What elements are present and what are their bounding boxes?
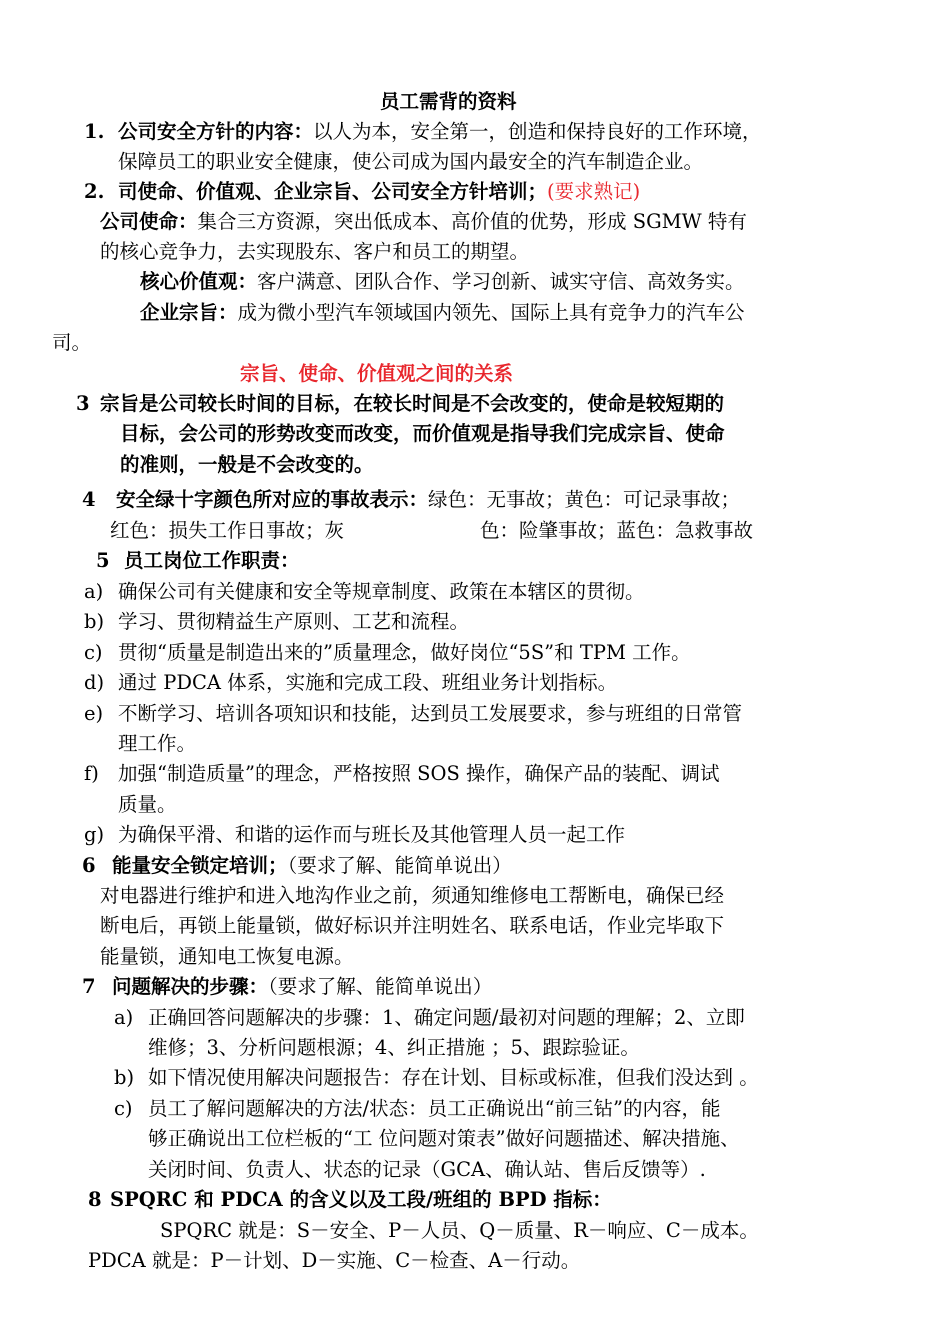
section-number: 6 [82, 854, 96, 877]
section-label: 问题解决的步骤： [112, 975, 269, 998]
purpose-label: 企业宗旨： [140, 301, 238, 324]
item-text-continued: 质量。 [118, 793, 177, 816]
item-text: 员工了解问题解决的方法/状态：员工正确说出“前三钻”的内容，能 [148, 1097, 721, 1120]
section-label: 司使命、价值观、企业宗旨、公司安全方针培训； [118, 180, 548, 203]
item-text: 为确保平滑、和谐的运作而与班长及其他管理人员一起工作 [118, 823, 626, 846]
section-6-line-2: 断电后，再锁上能量锁，做好标识并注明姓名、联系电话，作业完毕取下 [100, 914, 725, 937]
section-label: 能量安全锁定培训； [112, 854, 288, 877]
section-label: 安全绿十字颜色所对应的事故表示： [116, 488, 429, 511]
item-text-continued: 够正确说出工位栏板的“工 位问题对策表”做好问题描述、解决措施、 [148, 1127, 740, 1150]
requirement-note: （要求了解、能简单说出） [287, 854, 512, 877]
item-marker: a) [84, 580, 104, 603]
item-text-continued: 维修；3、分析问题根源；4、纠正措施 ；5、跟踪验证。 [148, 1036, 640, 1059]
item-text: 确保公司有关健康和安全等规章制度、政策在本辖区的贯彻。 [118, 580, 645, 603]
section-4-line-2a: 红色：损失工作日事故；灰 [110, 519, 345, 542]
purpose-line-1 [140, 303, 745, 323]
values-line [140, 272, 745, 292]
item-text-continued: 关闭时间、负责人、状态的记录（GCA、确认站、售后反馈等）. [148, 1158, 706, 1181]
purpose-text: 成为微小型汽车领域国内领先、国际上具有竞争力的汽车公 [237, 301, 745, 324]
requirement-note: (要求熟记) [547, 180, 641, 203]
mission-label: 公司使命： [100, 210, 198, 233]
section-2-heading [118, 182, 640, 202]
section-number: 1. [84, 120, 105, 143]
section-number: 8 [88, 1188, 102, 1211]
section-7-heading [112, 977, 492, 997]
section-label: SPQRC 和 PDCA 的含义以及工段/班组的 BPD 指标： [110, 1188, 612, 1211]
item-text: 加强“制造质量”的理念，严格按照 SOS 操作，确保产品的装配、调试 [118, 762, 720, 785]
section-3-line-1: 宗旨是公司较长时间的目标，在较长时间是不会改变的，使命是较短期的 [100, 392, 725, 415]
spqrc-definition: SPQRC 就是：S－安全、P－人员、Q－质量、R－响应、C－成本。 [160, 1219, 759, 1242]
item-text: 正确回答问题解决的步骤：1、确定问题/最初对问题的理解；2、立即 [148, 1006, 745, 1029]
relation-heading: 宗旨、使命、价值观之间的关系 [240, 362, 514, 385]
pdca-definition: PDCA 就是：P－计划、D－实施、C－检查、A－行动。 [88, 1249, 581, 1272]
section-number: 4 [82, 488, 96, 511]
section-number: 3 [76, 392, 90, 415]
mission-text: 集合三方资源，突出低成本、高价值的优势，形成 SGMW 特有 [197, 210, 747, 233]
section-number: 2. [84, 180, 105, 203]
section-number: 7 [82, 975, 96, 998]
mission-line-1 [100, 212, 747, 232]
item-marker: a) [114, 1006, 134, 1029]
section-6-heading [112, 856, 512, 876]
item-marker: c) [84, 641, 103, 664]
purpose-line-2: 司。 [52, 331, 92, 354]
values-text: 客户满意、团队合作、学习创新、诚实守信、高效务实。 [257, 270, 745, 293]
section-text: 绿色：无事故；黄色：可记录事故； [428, 488, 741, 511]
section-3-line-3: 的准则，一般是不会改变的。 [120, 453, 374, 476]
section-6-line-1: 对电器进行维护和进入地沟作业之前，须通知维修电工帮断电，确保已经 [100, 884, 725, 907]
item-marker: g) [84, 823, 105, 846]
section-4-line-1 [116, 490, 740, 510]
item-marker: c) [114, 1097, 133, 1120]
section-3-line-2: 目标，会公司的形势改变而改变，而价值观是指导我们完成宗旨、使命 [120, 422, 725, 445]
item-text: 贯彻“质量是制造出来的”质量理念，做好岗位“5S”和 TPM 工作。 [118, 641, 691, 664]
section-label: 员工岗位工作职责： [124, 549, 300, 572]
section-label: 公司安全方针的内容： [118, 120, 314, 143]
item-text: 如下情况使用解决问题报告：存在计划、目标或标准，但我们没达到 。 [148, 1066, 759, 1089]
item-marker: b) [114, 1066, 135, 1089]
requirement-note: （要求了解、能简单说出） [268, 975, 493, 998]
section-6-line-3: 能量锁，通知电工恢复电源。 [100, 945, 354, 968]
values-label: 核心价值观： [140, 270, 258, 293]
section-number: 5 [96, 549, 110, 572]
section-text: 以人为本，安全第一，创造和保持良好的工作环境， [313, 120, 762, 143]
item-marker: f) [84, 762, 99, 785]
item-marker: d) [84, 671, 105, 694]
page-title: 员工需背的资料 [380, 90, 517, 113]
mission-line-2: 的核心竞争力，去实现股东、客户和员工的期望。 [100, 240, 530, 263]
item-marker: b) [84, 610, 105, 633]
item-text: 通过 PDCA 体系，实施和完成工段、班组业务计划指标。 [118, 671, 618, 694]
section-1-line-1 [118, 122, 762, 142]
item-text: 学习、贯彻精益生产原则、工艺和流程。 [118, 610, 470, 633]
item-text: 不断学习、培训各项知识和技能，达到员工发展要求，参与班组的日常管 [118, 702, 743, 725]
item-marker: e) [84, 702, 104, 725]
section-4-line-2b: 色：险肇事故；蓝色：急救事故 [480, 519, 754, 542]
section-1-line-2: 保障员工的职业安全健康，使公司成为国内最安全的汽车制造企业。 [118, 150, 704, 173]
item-text-continued: 理工作。 [118, 732, 197, 755]
